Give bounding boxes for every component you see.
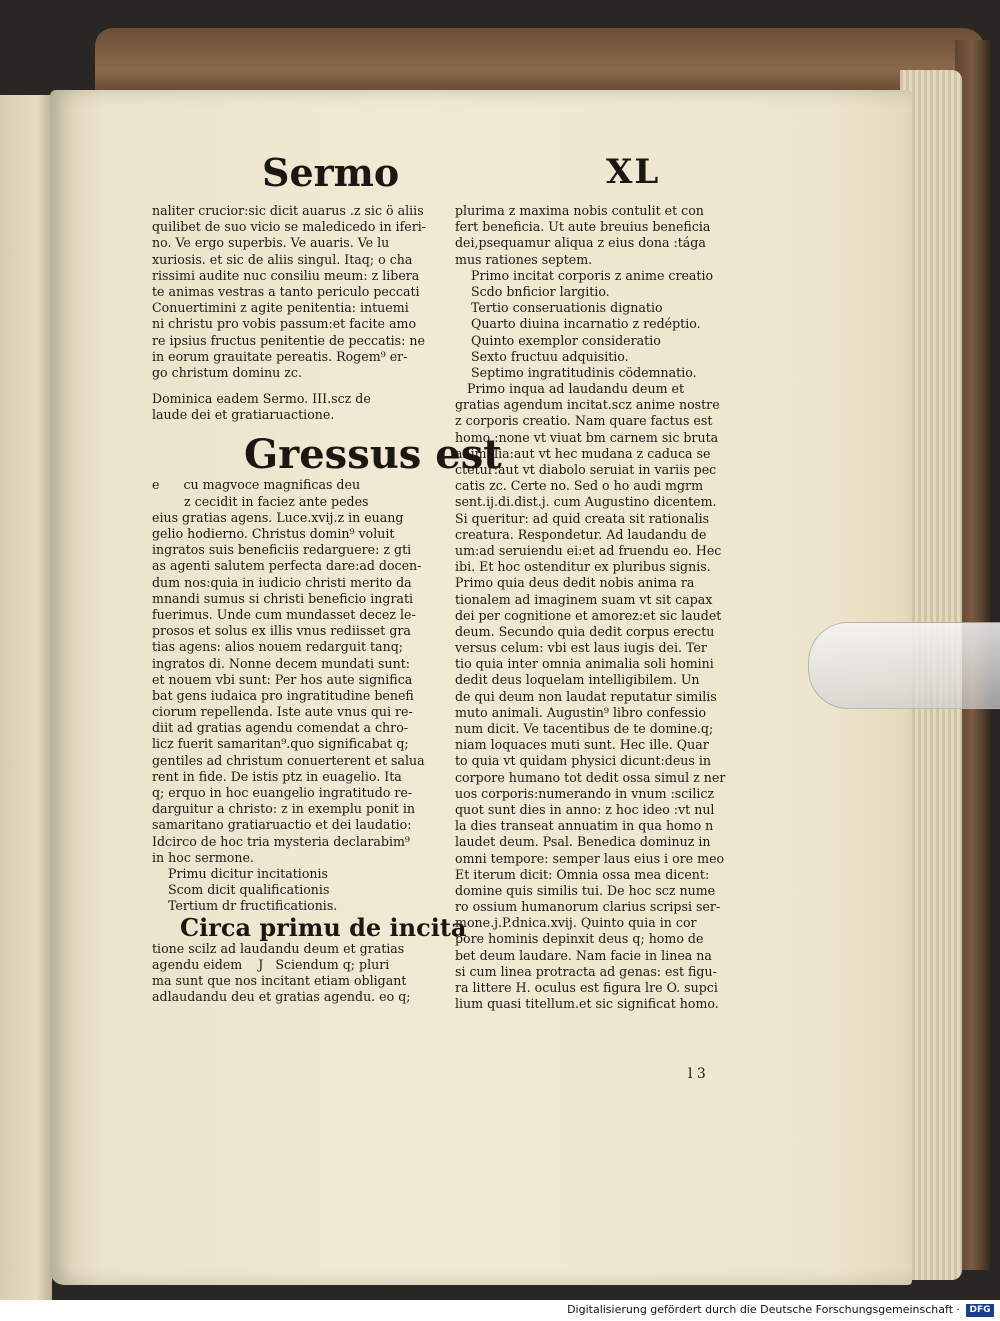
running-head-right: XL bbox=[606, 152, 661, 192]
signature-mark: l 3 bbox=[688, 1066, 706, 1082]
text-line: pore hominis depinxit deus q; homo de bbox=[455, 931, 704, 947]
text-line: mnandi sumus si christi beneficio ingrati bbox=[152, 590, 414, 606]
text-line: e cu magvoce magnificas deu bbox=[152, 477, 361, 493]
running-head-left: Sermo bbox=[262, 150, 400, 195]
text-line: tione scilz ad laudandu deum et gratias bbox=[152, 940, 405, 956]
text-line: q; erquo in hoc euangelio ingratitudo re- bbox=[152, 785, 413, 800]
text-line: ciorum repellenda. Iste aute vnus qui re- bbox=[152, 704, 413, 720]
text-line: gratias agendum incitat.scz anime nostre bbox=[455, 397, 720, 413]
text-line: re ipsius fructus penitentie de peccatis: ne bbox=[152, 332, 425, 348]
right-column bbox=[455, 203, 738, 1012]
text-line: sent.ij.di.dist.j. cum Augustino dicentem. bbox=[455, 494, 717, 510]
list-item: Tertium dr fructificationis. bbox=[168, 898, 338, 914]
text-line: versus celum: vbi est laus iugis dei. Ter bbox=[455, 640, 707, 656]
text-line: fert beneficia. Ut aute breuius beneficia bbox=[455, 219, 711, 235]
text-line: muto animali. Augustin⁹ libro confessio bbox=[455, 704, 707, 720]
text-line: si cum linea protracta ad genas: est figu- bbox=[455, 963, 717, 979]
text-line: eius gratias agens. Luce.xvij.z in euang bbox=[152, 509, 404, 525]
text-line: mus rationes septem. bbox=[455, 251, 593, 267]
footer-credit: Digitalisierung gefördert durch die Deutsche Forschungsgemeinschaft · bbox=[567, 1303, 960, 1316]
text-line: ra littere H. oculus est figura lre O. supci bbox=[455, 980, 718, 995]
list-item: Primo incitat corporis z anime creatio bbox=[471, 267, 714, 283]
text-line: agendu eidem J Sciendum q; pluri bbox=[152, 956, 390, 972]
text-line: ibi. Et hoc ostenditur ex pluribus signis. bbox=[455, 559, 711, 575]
text-line: adlaudandu deu et gratias agendu. eo q; bbox=[152, 989, 411, 1005]
text-line: de qui deum non laudat reputatur similis bbox=[455, 688, 717, 704]
subheading: Circa primu de incita bbox=[180, 912, 467, 942]
text-line: dei,psequamur aliqua z eius dona :tága bbox=[455, 235, 706, 251]
list-item: Sexto fructuu adquisitio. bbox=[471, 348, 629, 364]
facing-page-edge bbox=[0, 95, 52, 1300]
decorated-heading: Gressus est bbox=[244, 431, 502, 479]
text-line: deum. Secundo quia dedit corpus erectu bbox=[455, 623, 715, 639]
text-line: bet deum laudare. Nam facie in linea na bbox=[455, 947, 712, 963]
text-line: mone.j.P.dnica.xvij. Quinto quia in cor bbox=[455, 915, 697, 931]
section-heading-line: laude dei et gratiaruactione. bbox=[152, 407, 335, 423]
text-line: Conuertimini z agite penitentia: intuemi bbox=[152, 300, 409, 316]
footer-bar bbox=[0, 1300, 1000, 1321]
text-line: Primo quia deus dedit nobis anima ra bbox=[455, 575, 695, 591]
text-line: in hoc sermone. bbox=[152, 849, 254, 865]
left-column bbox=[152, 203, 502, 1005]
text-line: to quia vt quidam physici dicunt:deus in bbox=[455, 753, 712, 769]
list-item: Quinto exemplor consideratio bbox=[471, 332, 661, 348]
text-line: tias agens: alios nouem redarguit tanq; bbox=[152, 639, 404, 655]
text-line: Idcirco de hoc tria mysteria declarabim⁹ bbox=[152, 833, 410, 849]
text-line: um:ad seruiendu ei:et ad fruendu eo. Hec bbox=[455, 542, 722, 558]
text-line: diit ad gratias agendu comendat a chro- bbox=[152, 720, 409, 736]
text-line: animalia:aut vt hec mudana z caduca se bbox=[455, 445, 711, 461]
text-line: corpore humano tot dedit ossa simul z ner bbox=[455, 769, 726, 785]
list-item: Septimo ingratitudinis cödemnatio. bbox=[471, 364, 697, 380]
text-line: dei per cognitione et amorez:et sic laudet bbox=[455, 607, 722, 623]
text-line: darguitur a christo: z in exemplu ponit in bbox=[152, 801, 415, 817]
list-item: Quarto diuina incarnatio z redéptio. bbox=[471, 316, 701, 332]
text-line: domine quis similis tui. De hoc scz nume bbox=[455, 882, 716, 898]
text-line: ma sunt que nos incitant etiam obligant bbox=[152, 972, 407, 988]
text-line: ni christu pro vobis passum:et facite amo bbox=[152, 316, 417, 332]
text-line: gelio hodierno. Christus domin⁹ voluit bbox=[152, 526, 395, 541]
section-heading-line: Dominica eadem Sermo. III.scz de bbox=[152, 391, 371, 407]
text-line: et nouem vbi sunt: Per hos aute significa bbox=[152, 671, 413, 687]
text-line: quot sunt dies in anno: z hoc ideo :vt nul bbox=[455, 801, 715, 817]
text-line: rissimi audite nuc consiliu meum: z libera bbox=[152, 267, 420, 283]
text-line: in eorum grauitate pereatis. Rogem⁹ er- bbox=[152, 348, 408, 364]
list-item: Scom dicit qualificationis bbox=[168, 882, 330, 898]
text-line: ingratos di. Nonne decem mundati sunt: bbox=[152, 655, 410, 671]
list-item: Tertio conseruationis dignatio bbox=[471, 300, 663, 316]
text-line: omni tempore: semper laus eius i ore meo bbox=[455, 850, 725, 866]
text-line: laudet deum. Psal. Benedica dominuz in bbox=[455, 834, 711, 850]
text-line: ctetur:aut vt diabolo seruiat in variis pec bbox=[455, 462, 717, 477]
text-line: niam loquaces muti sunt. Hec ille. Quar bbox=[455, 737, 709, 753]
text-line: plurima z maxima nobis contulit et con bbox=[455, 203, 704, 218]
text-line: xuriosis. et sic de aliis singul. Itaq; o cha bbox=[152, 251, 413, 267]
book-cover-top bbox=[95, 28, 985, 98]
text-line: te animas vestras a tanto periculo peccati bbox=[152, 283, 420, 299]
text-line: tionalem ad imaginem suam vt sit capax bbox=[455, 591, 713, 607]
text-line: no. Ve ergo superbis. Ve auaris. Ve lu bbox=[152, 235, 390, 251]
text-line: num dicit. Ve tacentibus de te domine.q; bbox=[455, 721, 714, 736]
text-line: tio quia inter omnia animalia soli homini bbox=[455, 656, 714, 672]
text-line: go christum dominu zc. bbox=[152, 364, 302, 380]
text-line: z corporis creatio. Nam quare factus est bbox=[455, 413, 713, 429]
text-line: ro ossium humanorum clarius scripsi ser- bbox=[455, 899, 721, 915]
page-clip bbox=[808, 622, 1000, 709]
list-item: Primu dicitur incitationis bbox=[168, 865, 329, 881]
text-line: rent in fide. De istis ptz in euagelio. Ita bbox=[152, 768, 402, 784]
text-line: dum nos:quia in iudicio christi merito da bbox=[152, 574, 412, 590]
text-line: quilibet de suo vicio se maledicedo in iferi- bbox=[152, 219, 427, 235]
text-line: prosos et solus ex illis vnus rediisset gra bbox=[152, 623, 411, 639]
text-line: ingratos suis beneficiis redarguere: z gti bbox=[152, 542, 412, 558]
list-item: Scdo bnficior largitio. bbox=[471, 283, 610, 299]
text-line: as agenti salutem perfecta dare:ad docen- bbox=[152, 558, 422, 574]
text-line: fuerimus. Unde cum mundasset decez le- bbox=[152, 606, 416, 622]
text-line: gentiles ad christum conuerterent et salua bbox=[152, 752, 425, 768]
dfg-logo: DFG bbox=[966, 1304, 994, 1317]
text-line: Si queritur: ad quid creata sit rationalis bbox=[455, 510, 710, 526]
text-line: homo :none vt viuat bm carnem sic bruta bbox=[455, 429, 719, 445]
text-line: lium quasi titellum.et sic significat homo. bbox=[455, 996, 719, 1012]
text-line: uos corporis:numerando in vnum :scilicz bbox=[455, 785, 715, 801]
text-line: la dies transeat annuatim in qua homo n bbox=[455, 818, 714, 834]
text-line: z cecidit in faciez ante pedes bbox=[152, 493, 369, 509]
text-line: Et iterum dicit: Omnia ossa mea dicent: bbox=[455, 866, 710, 882]
text-line: Primo inqua ad laudandu deum et bbox=[455, 381, 685, 397]
text-line: creatura. Respondetur. Ad laudandu de bbox=[455, 526, 707, 542]
text-line: samaritano gratiaruactio et dei laudatio: bbox=[152, 817, 412, 833]
text-line: naliter crucior:sic dicit auarus .z sic ö aliis bbox=[152, 203, 424, 218]
text-line: dedit deus loquelam intelligibilem. Un bbox=[455, 672, 700, 688]
text-line: licz fuerit samaritan⁹.quo significabat q; bbox=[152, 736, 409, 752]
text-line: bat gens iudaica pro ingratitudine benefi bbox=[152, 687, 414, 703]
text-line: catis zc. Certe no. Sed o ho audi mgrm bbox=[455, 478, 704, 494]
spacer bbox=[152, 381, 447, 391]
